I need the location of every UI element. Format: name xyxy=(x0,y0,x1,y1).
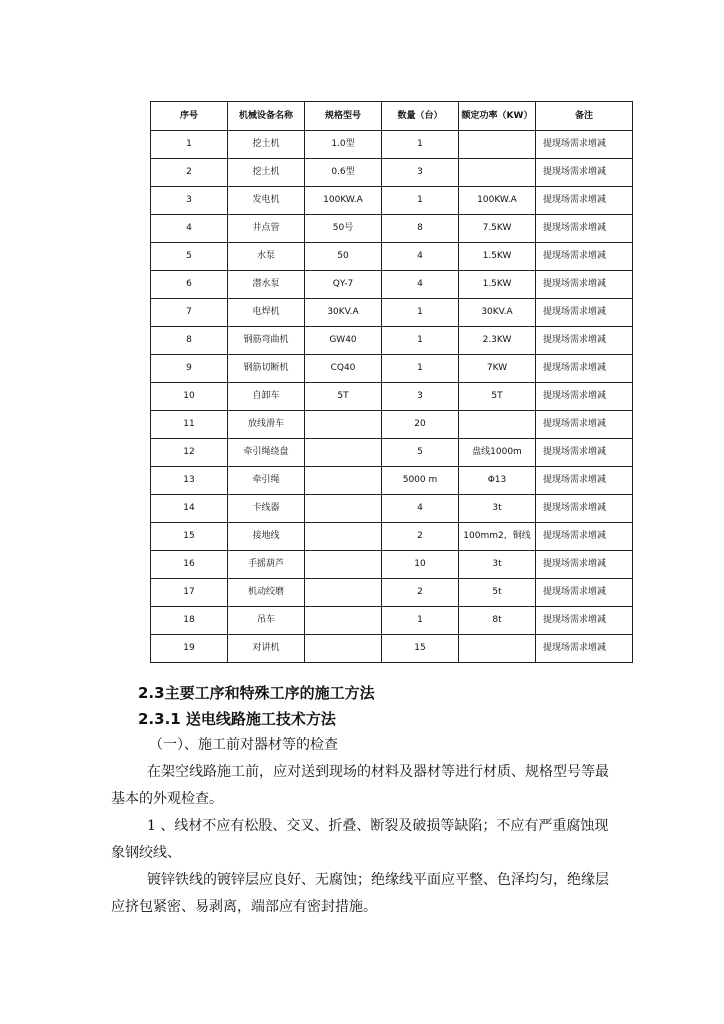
cell-quantity: 5 xyxy=(382,439,459,467)
cell-spec-model xyxy=(305,607,382,635)
cell-quantity: 2 xyxy=(382,523,459,551)
cell-remarks: 提现场需求增减 xyxy=(536,187,633,215)
cell-rated-power: 7.5KW xyxy=(459,215,536,243)
cell-remarks: 提现场需求增减 xyxy=(536,215,633,243)
header-quantity: 数量（台） xyxy=(382,102,459,131)
cell-equipment-name: 吊车 xyxy=(228,607,305,635)
cell-spec-model: 50 xyxy=(305,243,382,271)
cell-quantity: 15 xyxy=(382,635,459,663)
cell-rated-power: 100KW.A xyxy=(459,187,536,215)
cell-remarks: 提现场需求增减 xyxy=(536,467,633,495)
cell-rated-power xyxy=(459,159,536,187)
cell-quantity: 1 xyxy=(382,607,459,635)
cell-equipment-name: 卡线器 xyxy=(228,495,305,523)
cell-quantity: 1 xyxy=(382,327,459,355)
cell-remarks: 提现场需求增减 xyxy=(536,607,633,635)
table-row xyxy=(151,159,633,187)
cell-remarks: 提现场需求增减 xyxy=(536,551,633,579)
cell-seq: 18 xyxy=(151,607,228,635)
cell-spec-model xyxy=(305,439,382,467)
cell-seq: 16 xyxy=(151,551,228,579)
paragraph: 在架空线路施工前，应对送到现场的材料及器材等进行材质、规格型号等最基本的外观检查。 xyxy=(111,764,609,807)
cell-spec-model xyxy=(305,551,382,579)
cell-spec-model xyxy=(305,523,382,551)
cell-quantity: 8 xyxy=(382,215,459,243)
header-spec-model: 规格型号 xyxy=(305,102,382,131)
cell-equipment-name: 对讲机 xyxy=(228,635,305,663)
cell-seq: 2 xyxy=(151,159,228,187)
cell-remarks: 提现场需求增减 xyxy=(536,355,633,383)
cell-seq: 4 xyxy=(151,215,228,243)
table-row xyxy=(151,439,633,467)
cell-remarks: 提现场需求增减 xyxy=(536,327,633,355)
cell-quantity: 1 xyxy=(382,187,459,215)
cell-seq: 12 xyxy=(151,439,228,467)
subsection-title: （一）、施工前对器材等的检查 xyxy=(149,737,338,753)
cell-spec-model: 50号 xyxy=(305,215,382,243)
cell-seq: 10 xyxy=(151,383,228,411)
table-row xyxy=(151,523,633,551)
section-heading: 2.3主要工序和特殊工序的施工方法 xyxy=(138,684,375,702)
table-row xyxy=(151,411,633,439)
cell-remarks: 提现场需求增减 xyxy=(536,635,633,663)
equipment-table xyxy=(150,101,633,663)
cell-rated-power: 盘线1000m xyxy=(459,439,536,467)
table-row xyxy=(151,635,633,663)
cell-spec-model xyxy=(305,495,382,523)
cell-remarks: 提现场需求增减 xyxy=(536,159,633,187)
cell-equipment-name: 手摇葫芦 xyxy=(228,551,305,579)
cell-rated-power: 5T xyxy=(459,383,536,411)
cell-equipment-name: 井点管 xyxy=(228,215,305,243)
cell-equipment-name: 水泵 xyxy=(228,243,305,271)
cell-equipment-name: 发电机 xyxy=(228,187,305,215)
table-row xyxy=(151,271,633,299)
cell-seq: 11 xyxy=(151,411,228,439)
cell-rated-power: 7KW xyxy=(459,355,536,383)
cell-quantity: 5000 m xyxy=(382,467,459,495)
cell-quantity: 4 xyxy=(382,271,459,299)
cell-rated-power: Φ13 xyxy=(459,467,536,495)
paragraph: 镀锌铁线的镀锌层应良好、无腐蚀；绝缘线平面应平整、色泽均匀，绝缘层应挤包紧密、易剥离，端部应有密封措施。 xyxy=(111,872,609,915)
cell-remarks: 提现场需求增减 xyxy=(536,131,633,159)
cell-remarks: 提现场需求增减 xyxy=(536,495,633,523)
cell-remarks: 提现场需求增减 xyxy=(536,439,633,467)
table-row xyxy=(151,187,633,215)
cell-equipment-name: 自卸车 xyxy=(228,383,305,411)
cell-quantity: 2 xyxy=(382,579,459,607)
table-row xyxy=(151,327,633,355)
cell-equipment-name: 潜水泵 xyxy=(228,271,305,299)
table-row xyxy=(151,215,633,243)
cell-equipment-name: 挖土机 xyxy=(228,131,305,159)
cell-remarks: 提现场需求增减 xyxy=(536,243,633,271)
cell-equipment-name: 牵引绳 xyxy=(228,467,305,495)
cell-spec-model: 0.6型 xyxy=(305,159,382,187)
header-remarks: 备注 xyxy=(536,102,633,131)
cell-seq: 19 xyxy=(151,635,228,663)
table-header-row xyxy=(151,102,633,131)
table-row xyxy=(151,131,633,159)
cell-spec-model: GW40 xyxy=(305,327,382,355)
cell-spec-model: 100KW.A xyxy=(305,187,382,215)
cell-rated-power: 3t xyxy=(459,495,536,523)
header-equipment-name: 机械设备名称 xyxy=(228,102,305,131)
cell-quantity: 1 xyxy=(382,131,459,159)
cell-seq: 6 xyxy=(151,271,228,299)
table-row xyxy=(151,551,633,579)
cell-rated-power: 2.3KW xyxy=(459,327,536,355)
cell-spec-model xyxy=(305,467,382,495)
cell-rated-power: 1.5KW xyxy=(459,243,536,271)
cell-quantity: 1 xyxy=(382,355,459,383)
cell-quantity: 10 xyxy=(382,551,459,579)
cell-seq: 1 xyxy=(151,131,228,159)
header-rated-power: 额定功率（KW） xyxy=(459,102,536,131)
table-row xyxy=(151,607,633,635)
cell-equipment-name: 接地线 xyxy=(228,523,305,551)
cell-rated-power: 8t xyxy=(459,607,536,635)
cell-seq: 7 xyxy=(151,299,228,327)
subsection-heading: 2.3.1 送电线路施工技术方法 xyxy=(138,710,336,728)
cell-equipment-name: 机动绞磨 xyxy=(228,579,305,607)
table-row xyxy=(151,299,633,327)
cell-equipment-name: 电焊机 xyxy=(228,299,305,327)
cell-remarks: 提现场需求增减 xyxy=(536,271,633,299)
cell-rated-power: 1.5KW xyxy=(459,271,536,299)
table-row xyxy=(151,467,633,495)
cell-seq: 9 xyxy=(151,355,228,383)
cell-quantity: 20 xyxy=(382,411,459,439)
cell-rated-power: 5t xyxy=(459,579,536,607)
table-row xyxy=(151,579,633,607)
body-text xyxy=(111,680,621,921)
cell-equipment-name: 钢筋弯曲机 xyxy=(228,327,305,355)
cell-quantity: 1 xyxy=(382,299,459,327)
cell-spec-model xyxy=(305,579,382,607)
table-row xyxy=(151,383,633,411)
cell-rated-power xyxy=(459,131,536,159)
cell-seq: 5 xyxy=(151,243,228,271)
cell-seq: 15 xyxy=(151,523,228,551)
cell-remarks: 提现场需求增减 xyxy=(536,383,633,411)
table-row xyxy=(151,495,633,523)
cell-seq: 14 xyxy=(151,495,228,523)
cell-spec-model: 1.0型 xyxy=(305,131,382,159)
cell-quantity: 3 xyxy=(382,159,459,187)
cell-rated-power xyxy=(459,411,536,439)
cell-spec-model: CQ40 xyxy=(305,355,382,383)
cell-spec-model: 5T xyxy=(305,383,382,411)
cell-equipment-name: 牵引绳绕盘 xyxy=(228,439,305,467)
cell-rated-power: 100mm2，铜线 xyxy=(459,523,536,551)
table-row xyxy=(151,355,633,383)
paragraph: 1 、线材不应有松股、交叉、折叠、断裂及破损等缺陷；不应有严重腐蚀现象钢绞线、 xyxy=(111,818,609,861)
cell-spec-model: 30KV.A xyxy=(305,299,382,327)
cell-spec-model xyxy=(305,411,382,439)
cell-spec-model xyxy=(305,635,382,663)
cell-rated-power xyxy=(459,635,536,663)
cell-seq: 3 xyxy=(151,187,228,215)
cell-seq: 13 xyxy=(151,467,228,495)
cell-remarks: 提现场需求增减 xyxy=(536,579,633,607)
cell-rated-power: 3t xyxy=(459,551,536,579)
table-row xyxy=(151,243,633,271)
cell-seq: 17 xyxy=(151,579,228,607)
cell-equipment-name: 钢筋切断机 xyxy=(228,355,305,383)
cell-remarks: 提现场需求增减 xyxy=(536,299,633,327)
cell-remarks: 提现场需求增减 xyxy=(536,411,633,439)
header-seq: 序号 xyxy=(151,102,228,131)
cell-quantity: 4 xyxy=(382,495,459,523)
cell-rated-power: 30KV.A xyxy=(459,299,536,327)
cell-seq: 8 xyxy=(151,327,228,355)
cell-spec-model: QY-7 xyxy=(305,271,382,299)
cell-quantity: 4 xyxy=(382,243,459,271)
cell-remarks: 提现场需求增减 xyxy=(536,523,633,551)
table-body xyxy=(151,131,633,663)
cell-equipment-name: 放线滑车 xyxy=(228,411,305,439)
cell-quantity: 3 xyxy=(382,383,459,411)
cell-equipment-name: 挖土机 xyxy=(228,159,305,187)
